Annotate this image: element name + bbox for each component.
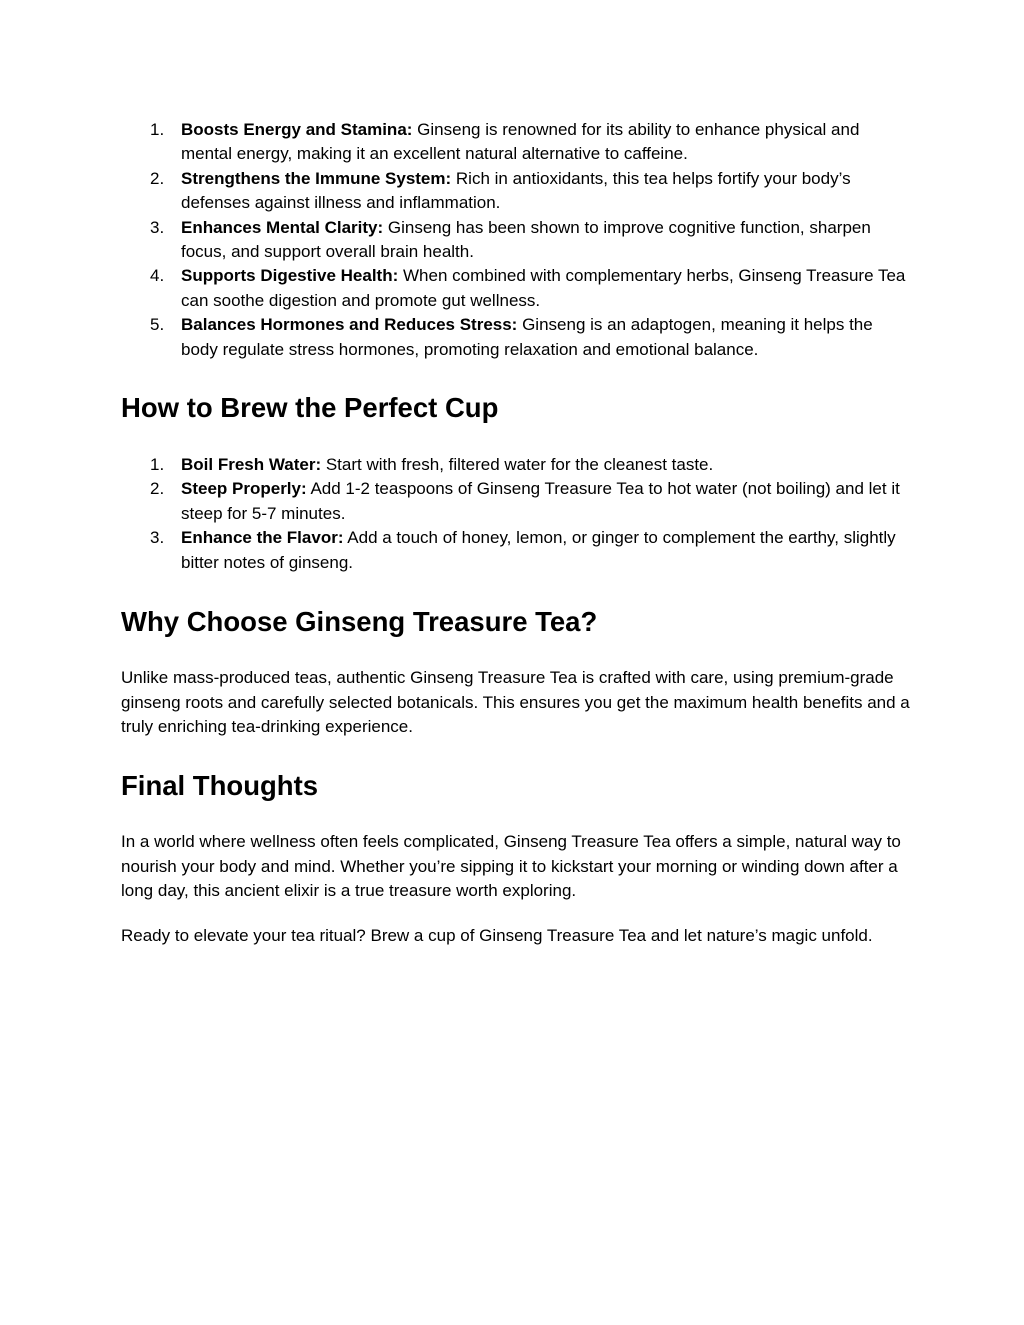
list-item-title: Boosts Energy and Stamina: xyxy=(181,120,413,139)
list-item-text: Add a touch of honey, lemon, or ginger to complement the earthy, slightly bitter notes of ginseng. xyxy=(181,528,896,572)
section-heading-final: Final Thoughts xyxy=(121,770,319,802)
final-paragraph-2: Ready to elevate your tea ritual? Brew a cup of Ginseng Treasure Tea and let nature’s magic unfold. xyxy=(121,925,873,945)
list-item xyxy=(121,526,911,575)
section-heading-brew: How to Brew the Perfect Cup xyxy=(121,392,499,424)
brew-steps-list xyxy=(121,453,911,575)
list-item-text: Start with fresh, filtered water for the cleanest taste. xyxy=(321,455,714,475)
benefits-list xyxy=(121,118,911,362)
final-paragraph-1: In a world where wellness often feels complicated, Ginseng Treasure Tea offers a simple, natural way to nourish your body and mind. Whether you’re sipping it to kickstart your morning or winding down after a long day, this ancient elixir is a true treasure worth exploring. xyxy=(121,832,901,901)
list-item-text: Ginseng is an adaptogen, meaning it helps the body regulate stress hormones, promoting relaxation and emotional balance. xyxy=(181,315,873,359)
list-item-title: Steep Properly: xyxy=(181,479,307,499)
list-item xyxy=(121,216,911,265)
list-item xyxy=(121,264,911,313)
list-item-title: Enhances Mental Clarity: xyxy=(181,217,384,237)
list-item xyxy=(121,313,911,362)
list-number: 3. xyxy=(150,528,165,548)
list-item-text: Ginseng has been shown to improve cognitive function, sharpen focus, and support overall brain health. xyxy=(181,217,871,262)
list-item xyxy=(121,118,911,167)
list-item-title: Supports Digestive Health: xyxy=(181,266,399,286)
list-number: 1. xyxy=(150,455,165,475)
list-item xyxy=(121,477,911,526)
list-number: 5. xyxy=(150,315,165,335)
list-number: 4. xyxy=(150,266,165,286)
list-number: 2. xyxy=(150,479,165,499)
list-number: 1. xyxy=(150,120,165,139)
list-number: 2. xyxy=(150,168,165,188)
list-item xyxy=(121,453,911,477)
list-item xyxy=(121,167,911,216)
list-item-title: Boil Fresh Water: xyxy=(181,455,322,475)
list-number: 3. xyxy=(150,217,165,237)
list-item-text: Rich in antioxidants, this tea helps fortify your body’s defenses against illness and inflammation. xyxy=(181,168,851,213)
list-item-text: Ginseng is renowned for its ability to enhance physical and mental energy, making it an excellent natural alternative to caffeine. xyxy=(181,120,860,164)
list-item-text: When combined with complementary herbs, Ginseng Treasure Tea can soothe digestion and promote gut wellness. xyxy=(181,266,906,310)
list-item-title: Strengthens the Immune System: xyxy=(181,168,452,188)
document-page xyxy=(121,118,911,948)
list-item-title: Balances Hormones and Reduces Stress: xyxy=(181,315,518,335)
list-item-text: Add 1-2 teaspoons of Ginseng Treasure Tea to hot water (not boiling) and let it steep for 5-7 minutes. xyxy=(181,479,900,523)
why-paragraph: Unlike mass-produced teas, authentic Ginseng Treasure Tea is crafted with care, using premium-grade ginseng roots and carefully selected botanicals. This ensures you get the maximum health benefits and a truly enriching tea-drinking experience. xyxy=(121,668,910,736)
section-heading-why: Why Choose Ginseng Treasure Tea? xyxy=(121,606,598,638)
list-item-title: Enhance the Flavor: xyxy=(181,528,344,548)
